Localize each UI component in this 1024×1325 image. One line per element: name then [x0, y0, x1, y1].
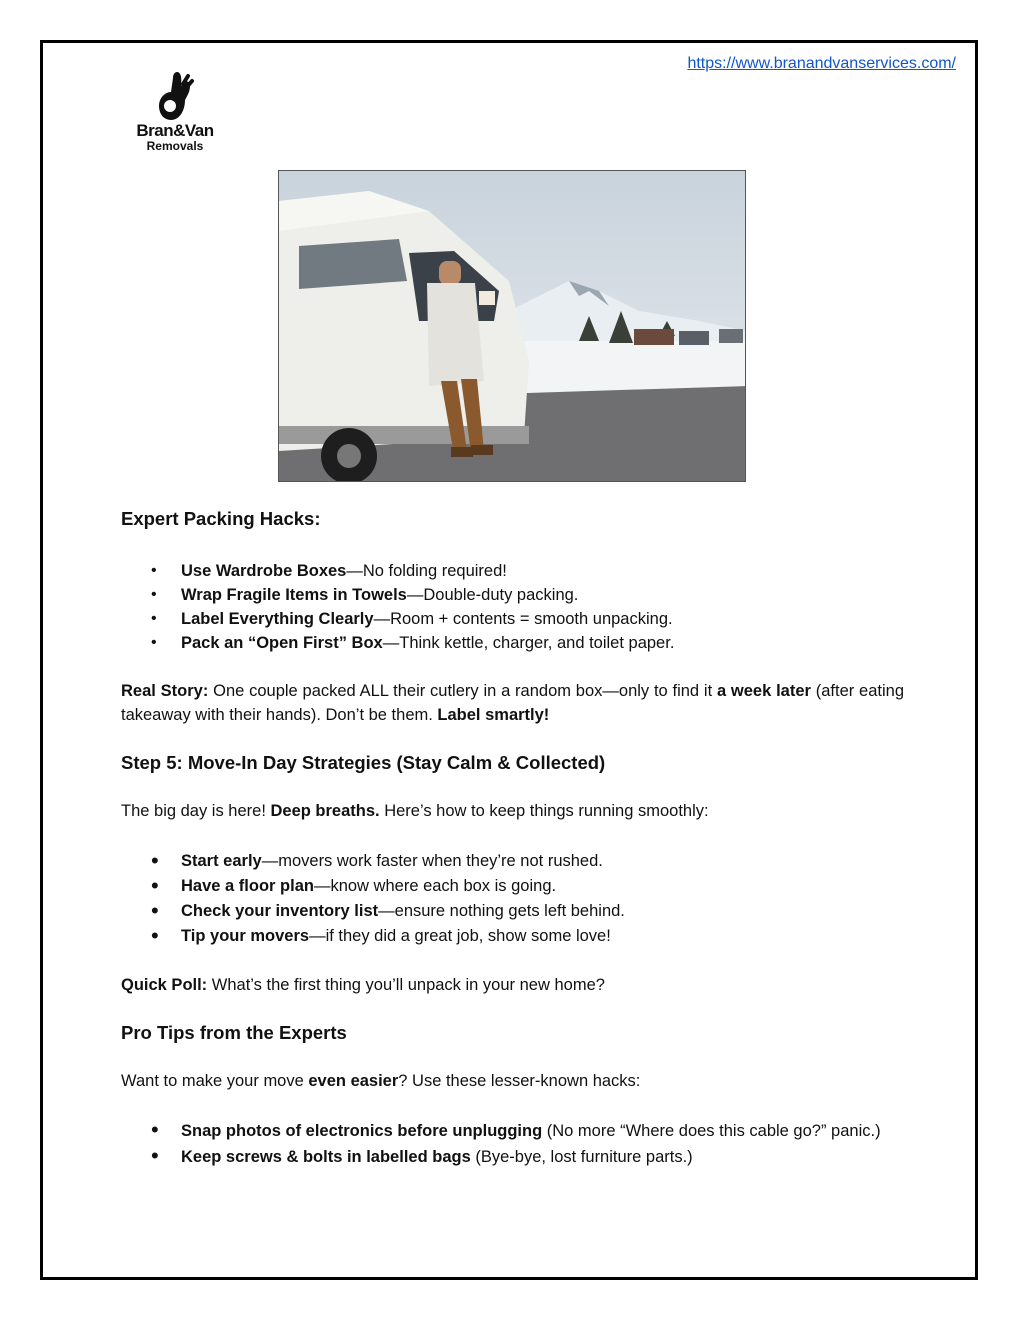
packing-hacks-list — [121, 559, 904, 655]
real-story-paragraph: Real Story: One couple packed ALL their cutlery in a random box—only to find it a week later (after eating takeaway with their hands). Don’t be them. Label smartly! — [121, 682, 904, 724]
list-item: • Tip your movers—if they did a great job, show some love! — [121, 924, 904, 949]
list-item: • Use Wardrobe Boxes—No folding required! — [121, 559, 904, 583]
ok-hand-icon — [155, 70, 195, 122]
website-link[interactable]: https://www.branandvanservices.com/ — [687, 55, 956, 72]
article-body — [121, 505, 904, 1169]
hero-photo — [278, 170, 746, 482]
pro-tips-intro: Want to make your move even easier? Use these lesser-known hacks: — [121, 1072, 641, 1090]
brand-logo — [128, 70, 222, 162]
list-item: • Snap photos of electronics before unplugging (No more “Where does this cable go?” panic.) — [121, 1119, 904, 1143]
list-item: • Label Everything Clearly—Room + contents = smooth unpacking. — [121, 607, 904, 631]
list-item: • Check your inventory list—ensure nothing gets left behind. — [121, 899, 904, 924]
move-in-intro: The big day is here! Deep breaths. Here’s how to keep things running smoothly: — [121, 802, 709, 820]
section-heading-packing-hacks: Expert Packing Hacks: — [121, 508, 321, 529]
logo-text-line2: Removals — [146, 139, 204, 153]
list-item: • Pack an “Open First” Box—Think kettle, charger, and toilet paper. — [121, 631, 904, 655]
list-item: • Wrap Fragile Items in Towels—Double-duty packing. — [121, 583, 904, 607]
list-item: • Start early—movers work faster when they’re not rushed. — [121, 849, 904, 874]
list-item: • Have a floor plan—know where each box is going. — [121, 874, 904, 899]
move-in-list — [121, 849, 904, 949]
section-heading-pro-tips: Pro Tips from the Experts — [121, 1022, 347, 1043]
quick-poll: Quick Poll: What’s the first thing you’ll unpack in your new home? — [121, 976, 605, 994]
logo-text-line1: Bran&Van — [136, 121, 214, 140]
list-item: • Keep screws & bolts in labelled bags (Bye-bye, lost furniture parts.) — [121, 1145, 904, 1169]
section-heading-move-in-day: Step 5: Move-In Day Strategies (Stay Calm & Collected) — [121, 752, 606, 773]
pro-tips-list — [121, 1119, 904, 1169]
